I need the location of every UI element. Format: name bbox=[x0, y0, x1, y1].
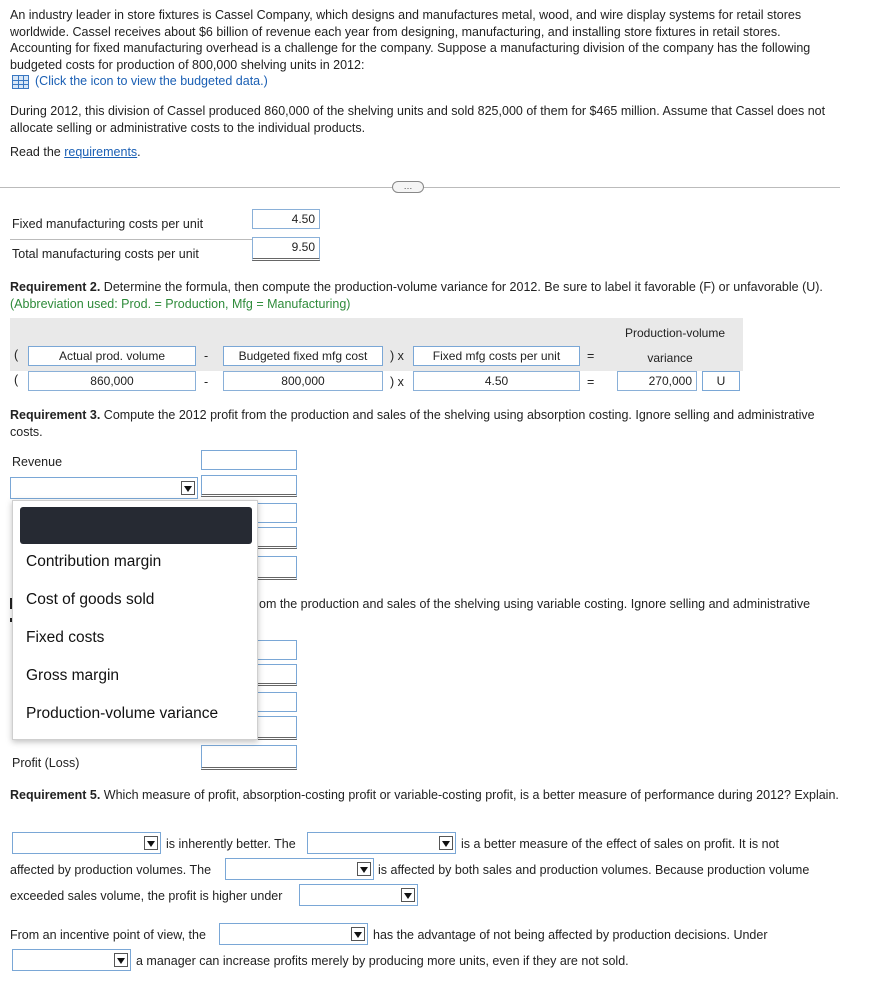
equals-sign: = bbox=[587, 349, 595, 363]
revenue-input[interactable] bbox=[201, 450, 297, 470]
fixed-cost-per-unit-label[interactable]: Fixed mfg costs per unit bbox=[413, 346, 580, 366]
actual-prod-volume-label[interactable]: Actual prod. volume bbox=[28, 346, 196, 366]
intro-paragraph-2: During 2012, this division of Cassel produced 860,000 of the shelving units and sold 825,000 of them for $465 million. Assume that Cassel does not allocate selling or administrative costs to the individual products. bbox=[10, 104, 826, 135]
pv-variance-input[interactable]: 270,000 bbox=[617, 371, 697, 391]
req5-text-3: affected by production volumes. The bbox=[10, 863, 212, 877]
chevron-down-icon[interactable] bbox=[181, 481, 195, 495]
result-header-line1: Production-volume bbox=[624, 326, 726, 340]
read-prefix: Read the bbox=[10, 145, 65, 159]
result-header-line2: variance bbox=[647, 351, 693, 365]
chevron-down-icon[interactable] bbox=[144, 836, 158, 850]
req5-text-4: is affected by both sales and production volumes. Because production volume bbox=[378, 863, 810, 877]
close-paren-times-2: ) x bbox=[390, 375, 404, 389]
equals-sign-2: = bbox=[587, 375, 595, 389]
profit-loss-label: Profit (Loss) bbox=[12, 756, 80, 770]
dropdown-option-fixed-costs[interactable]: Fixed costs bbox=[26, 629, 105, 646]
chevron-down-icon[interactable] bbox=[114, 953, 128, 967]
req5-text-8: a manager can increase profits merely by producing more units, even if they are not sold. bbox=[136, 954, 629, 968]
absorption-input-2[interactable] bbox=[255, 503, 297, 523]
req5-body: Which measure of profit, absorption-costing profit or variable-costing profit, is a better measure of performance during 2012? Explain. bbox=[100, 788, 839, 802]
read-requirements-line bbox=[10, 145, 141, 159]
close-paren-times: ) x bbox=[390, 349, 404, 363]
req3-body: Compute the 2012 profit from the production and sales of the shelving using absorption costing. Ignore selling and administrative costs. bbox=[10, 408, 815, 439]
req5-select-1[interactable] bbox=[12, 832, 161, 854]
req5-select-2[interactable] bbox=[307, 832, 456, 854]
req5-heading: Requirement 5. bbox=[10, 788, 101, 802]
more-options-button[interactable]: … bbox=[392, 181, 424, 193]
req2-body: Determine the formula, then compute the production-volume variance for 2012. Be sure to label it favorable (F) or unfavorable (U). bbox=[100, 280, 823, 294]
req5-text-1: is inherently better. The bbox=[166, 837, 296, 851]
chevron-down-icon[interactable] bbox=[357, 862, 371, 876]
budgeted-fixed-cost-label[interactable]: Budgeted fixed mfg cost bbox=[223, 346, 383, 366]
read-suffix: . bbox=[137, 145, 141, 159]
actual-prod-volume-input[interactable]: 860,000 bbox=[28, 371, 196, 391]
req5-text-6: From an incentive point of view, the bbox=[10, 928, 206, 942]
open-paren-2: ( bbox=[14, 373, 19, 387]
chevron-down-icon[interactable] bbox=[439, 836, 453, 850]
chevron-down-icon[interactable] bbox=[401, 888, 415, 902]
budgeted-fixed-cost-input[interactable]: 800,000 bbox=[223, 371, 383, 391]
open-paren: ( bbox=[14, 348, 19, 362]
table-grid-icon[interactable] bbox=[12, 75, 29, 89]
variable-input-2[interactable] bbox=[255, 664, 297, 686]
req5-text-2: is a better measure of the effect of sales on profit. It is not bbox=[461, 837, 779, 851]
variable-input-1[interactable] bbox=[255, 640, 297, 660]
req5-select-4[interactable] bbox=[299, 884, 418, 906]
total-cost-label: Total manufacturing costs per unit bbox=[12, 247, 199, 261]
req2-abbrev: (Abbreviation used: Prod. = Production, Mfg = Manufacturing) bbox=[10, 296, 351, 311]
line-item-dropdown-menu[interactable] bbox=[12, 500, 258, 740]
requirement-5-text bbox=[10, 787, 840, 804]
req5-select-5[interactable] bbox=[219, 923, 368, 945]
chevron-down-icon[interactable] bbox=[351, 927, 365, 941]
intro-paragraph: An industry leader in store fixtures is Cassel Company, which designs and manufactures metal, wood, and wire display systems for retail stores worldwide. Cassel receives about $6 billion of revenue each year from designing, manufacturing, and installing store fixtures in retail stores. Accounting for fixed manufacturing overhead is a challenge for the company. Suppose a manufacturing division of the company has the following budgeted costs for production of 800,000 shelving units in 2012: bbox=[10, 8, 811, 72]
requirement-2-text bbox=[10, 279, 840, 312]
pv-variance-flag[interactable]: U bbox=[702, 371, 740, 391]
dropdown-option-gross-margin[interactable]: Gross margin bbox=[26, 667, 120, 684]
absorption-input-3[interactable] bbox=[255, 527, 297, 549]
dropdown-highlighted-option[interactable] bbox=[20, 507, 252, 544]
dropdown-option-contribution-margin[interactable]: Contribution margin bbox=[26, 553, 162, 570]
req3-heading: Requirement 3. bbox=[10, 408, 101, 422]
minus-sign-2: - bbox=[204, 375, 209, 389]
requirement-4-partial-text: om the production and sales of the shelving using variable costing. Ignore selling and administrative bbox=[259, 597, 811, 611]
requirements-link[interactable]: requirements bbox=[64, 145, 138, 159]
minus-sign: - bbox=[204, 349, 209, 363]
total-cost-value[interactable]: 9.50 bbox=[252, 237, 320, 261]
fixed-cost-label: Fixed manufacturing costs per unit bbox=[12, 217, 204, 231]
variable-input-3[interactable] bbox=[255, 692, 297, 712]
absorption-input-4[interactable] bbox=[255, 556, 297, 580]
revenue-label: Revenue bbox=[12, 455, 63, 469]
variable-input-4[interactable] bbox=[255, 716, 297, 740]
req5-text-5: exceeded sales volume, the profit is higher under bbox=[10, 889, 283, 903]
req2-heading: Requirement 2. bbox=[10, 280, 101, 294]
fixed-cost-value[interactable]: 4.50 bbox=[252, 209, 320, 229]
budgeted-data-link[interactable]: (Click the icon to view the budgeted data.) bbox=[35, 74, 268, 88]
profit-loss-input[interactable] bbox=[201, 745, 297, 770]
req5-select-3[interactable] bbox=[225, 858, 374, 880]
fixed-cost-per-unit-input[interactable]: 4.50 bbox=[413, 371, 580, 391]
line-item-select[interactable] bbox=[10, 477, 198, 499]
dropdown-option-production-volume-variance[interactable]: Production-volume variance bbox=[26, 705, 219, 722]
requirement-3-text bbox=[10, 407, 840, 440]
req5-select-6[interactable] bbox=[12, 949, 131, 971]
req5-text-7: has the advantage of not being affected by production decisions. Under bbox=[373, 928, 768, 942]
absorption-input-1[interactable] bbox=[201, 475, 297, 497]
dropdown-option-cost-of-goods-sold[interactable]: Cost of goods sold bbox=[26, 591, 155, 608]
